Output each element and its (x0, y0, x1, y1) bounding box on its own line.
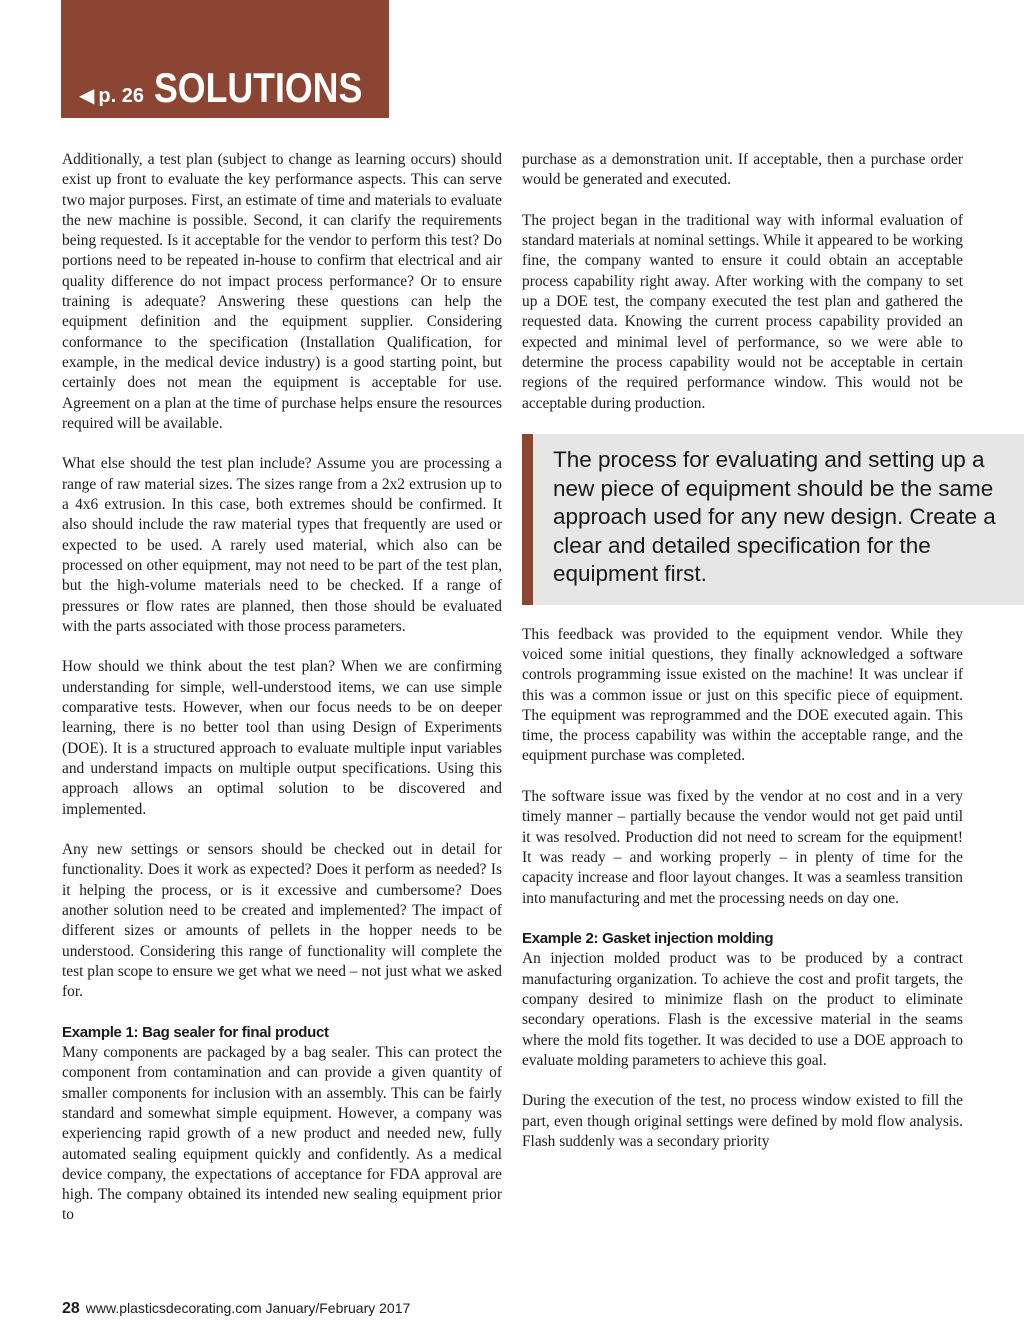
page-number: 28 (62, 1300, 80, 1317)
body-paragraph: What else should the test plan include? Assume you are processing a range of raw material sizes. The sizes range from a 2x2 extrusion up to a 4x6 extrusion. In this case, both extremes should be confirmed. It also should include the raw material types that frequently are used or expected to be used. A rarely used material, which also can be processed on other equipment, may not need to be part of the test plan, but the high-volume materials need to be checked. If a range of pressures or flow rates are planned, then those should be evaluated with the parts associated with those process parameters. (62, 455, 502, 635)
body-paragraph: The software issue was fixed by the vendor at no cost and in a very timely manner – partially because the vendor would not get paid until it was resolved. Production did not need to scream for the equipment! It was ready – and working properly – in plenty of time for the capacity increase and floor layout changes. It was a seamless transition into manufacturing and met the processing needs on day one. (522, 788, 963, 907)
banner-content (79, 64, 399, 112)
section-title: SOLUTIONS (153, 64, 363, 111)
body-paragraph: The project began in the traditional way with informal evaluation of standard materials at nominal settings. While it appeared to be working fine, the company wanted to ensure it could obtain an acceptable process capability right away. After working with the company to set up a DOE test, the company executed the test plan and gathered the requested data. Knowing the current process capability provided an expected and minimal level of performance, so we were able to determine the process capability would not be acceptable in certain regions of the required performance window. This would not be acceptable during production. (522, 211, 963, 412)
example-2-heading: Example 2: Gasket injection molding (522, 930, 774, 948)
continued-from-page: p. 26 (98, 85, 144, 107)
pull-quote: The process for evaluating and setting up a new piece of equipment should be the same approach used for any new design. Create a clear and detailed specification for the equipment first. (522, 434, 1024, 605)
body-paragraph: An injection molded product was to be produced by a contract manufacturing organization. To achieve the cost and profit targets, the company desired to minimize flash on the product to eliminate secondary operations. Flash is the excessive material in the seams where the mold fits together. It was decided to use a DOE approach to evaluate molding parameters to achieve this goal. (522, 950, 963, 1069)
body-paragraph: Additionally, a test plan (subject to change as learning occurs) should exist up front to evaluate the key performance aspects. This can serve two major purposes. First, an estimate of time and materials to evaluate the new machine is possible. Second, it can clarify the requirements being requested. Is it acceptable for the vendor to perform this test? Do portions need to be repeated in-house to confirm that electrical and air quality difference do not impact process performance? Or to ensure training is adequate? Answering these questions can help the equipment definition and the equipment supplier. Considering conformance to the specification (Installation Qualification, for example, in the medical device industry) is a good starting point, but certainly does not mean the equipment is acceptable for use. Agreement on a plan at the time of purchase helps ensure the resources required will be available. (62, 151, 502, 432)
page-footer (62, 1300, 410, 1318)
left-column (62, 150, 502, 1226)
body-paragraph: purchase as a demonstration unit. If acceptable, then a purchase order would be generated and executed. (522, 151, 963, 189)
section-banner (61, 0, 389, 118)
body-paragraph: During the execution of the test, no process window existed to fill the part, even though original settings were defined by mold flow analysis. Flash suddenly was a secondary priority (522, 1092, 963, 1151)
body-paragraph: Any new settings or sensors should be checked out in detail for functionality. Does it work as expected? Does it perform as needed? Is it helping the process, or is it excessive and cumbersome? Does another solution need to be created and implemented? The impact of different sizes or amounts of pellets in the hopper needs to be understood. Considering this range of functionality will complete the test plan scope to ensure we get what we need – not just what we asked for. (62, 841, 502, 1001)
footer-site-date: www.plasticsdecorating.com January/February 2017 (85, 1300, 411, 1316)
left-arrow-icon: ◀ (79, 85, 95, 107)
right-column (522, 150, 996, 1152)
body-paragraph: How should we think about the test plan? When we are confirming understanding for simple, well-understood items, we can use simple comparative tests. However, when our focus needs to be on deeper learning, there is no better tool than using Design of Experiments (DOE). It is a structured approach to evaluate multiple input variables and understand impacts on multiple output specifications. Using this approach allows an optimal solution to be discovered and implemented. (62, 658, 502, 818)
body-paragraph: This feedback was provided to the equipment vendor. While they voiced some initial questions, they finally acknowledged a software controls programming issue existed on the machine! It was unclear if this was a common issue or just on this specific piece of equipment. The equipment was reprogrammed and the DOE executed again. This time, the process capability was within the acceptable range, and the equipment purchase was completed. (522, 625, 963, 765)
example-1-heading: Example 1: Bag sealer for final product (62, 1023, 329, 1041)
body-paragraph: Many components are packaged by a bag sealer. This can protect the component from contamination and can provide a given quantity of smaller components for inclusion with an assembly. This can be fairly standard and somewhat simple equipment. However, a company was experiencing rapid growth of a new product and needed new, fully automated sealing equipment quickly and confidently. As a medical device company, the expectations of acceptance for FDA approval are high. The company obtained its intended new sealing equipment prior to (62, 1044, 502, 1224)
